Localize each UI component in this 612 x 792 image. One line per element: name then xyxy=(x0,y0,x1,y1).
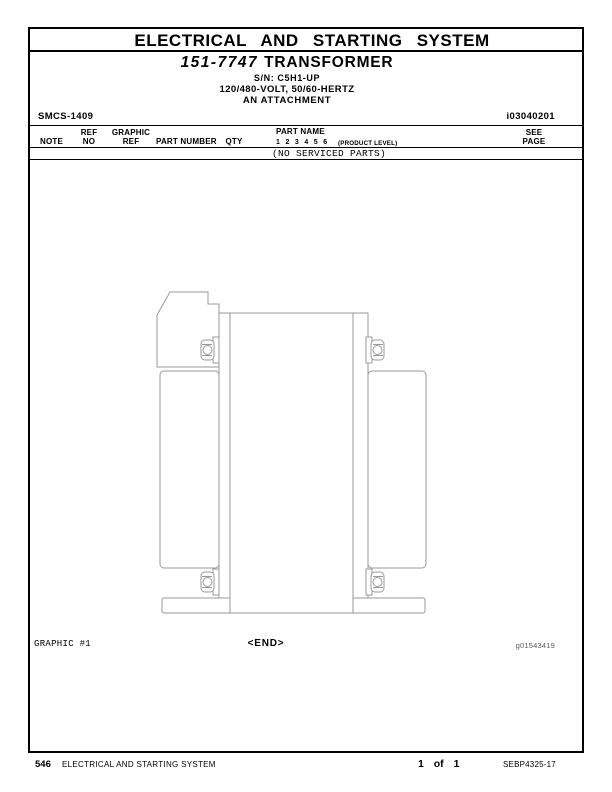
part-name: TRANSFORMER xyxy=(264,54,394,71)
voltage-line: 120/480-VOLT, 50/60-HERTZ xyxy=(219,84,355,95)
col-see-line1: SEE xyxy=(525,128,543,137)
bolt-bottom-right xyxy=(366,569,384,595)
bolt-top-left xyxy=(201,337,219,363)
col-part-number: PART NUMBER xyxy=(156,137,217,146)
system-title: ELECTRICAL AND STARTING SYSTEM xyxy=(134,31,490,50)
graphic-label: GRAPHIC #1 xyxy=(34,639,92,649)
col-graphic-line1: GRAPHIC xyxy=(111,128,151,137)
col-graphic-line2: REF xyxy=(122,137,140,146)
no-serviced-parts-message: (NO SERVICED PARTS) xyxy=(272,148,387,159)
coil-left xyxy=(160,371,219,568)
bolt-bottom-left xyxy=(201,569,219,595)
bolt-top-right xyxy=(366,337,384,363)
part-title xyxy=(0,54,574,72)
col-qty: QTY xyxy=(225,137,243,146)
footer-publication-id: SEBP4325-17 xyxy=(503,760,556,769)
body-bottom-rule xyxy=(30,159,582,160)
title-divider xyxy=(30,50,582,52)
footer-page-count: 1 of 1 xyxy=(418,758,460,770)
transformer-drawing xyxy=(150,285,442,620)
col-product-level-label: (PRODUCT LEVEL) xyxy=(338,140,398,147)
col-part-name: PART NAME xyxy=(276,127,325,136)
end-marker: <END> xyxy=(247,638,285,649)
table-top-rule xyxy=(30,125,582,126)
col-note: NOTE xyxy=(40,137,64,146)
col-see-line2: PAGE xyxy=(522,137,546,146)
col-ref-line2: NO xyxy=(82,137,96,146)
footer-page-number: 546 xyxy=(35,759,51,770)
graphic-id: g01543419 xyxy=(515,641,555,650)
core-column xyxy=(231,314,353,613)
footer-section-title: ELECTRICAL AND STARTING SYSTEM xyxy=(62,760,216,769)
coil-right xyxy=(368,371,426,568)
col-ref-line1: REF xyxy=(80,128,98,137)
smcs-code: SMCS-1409 xyxy=(38,111,94,122)
attachment-line: AN ATTACHMENT xyxy=(242,95,332,106)
media-number: i03040201 xyxy=(506,111,555,122)
part-number: 151-7747 xyxy=(180,54,259,71)
col-product-levels: 1 2 3 4 5 6 xyxy=(276,139,328,146)
serial-line: S/N: C5H1-UP xyxy=(253,73,321,83)
